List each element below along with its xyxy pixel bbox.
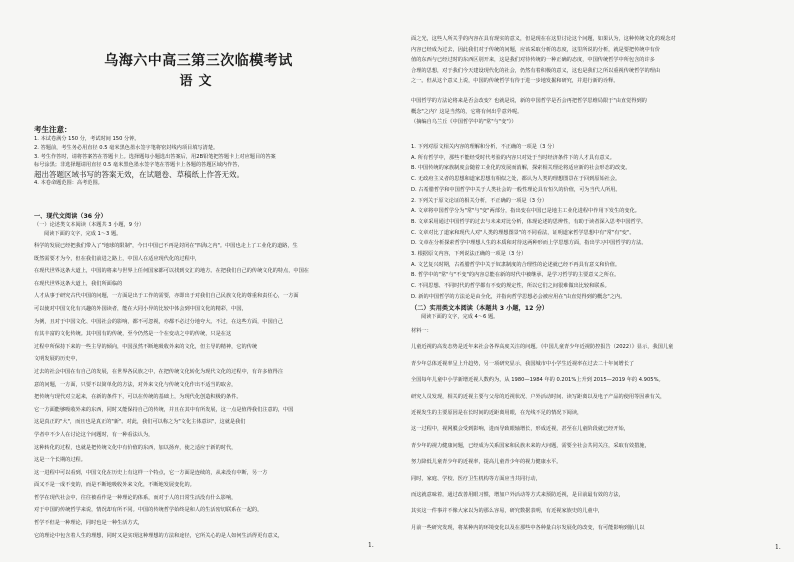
material-line: 青少年总体近视率呈上升趋势，另一项研究显示，我国城市中小学生近视率在过去二十年间增长了	[411, 360, 635, 367]
passage-line: 学者中不少人在讨论这个问题时，有一种看法认为，	[34, 431, 154, 438]
passage-line: 这是一个长期的过程。	[34, 457, 86, 464]
passage-line: 中国哲学的方法论将来是否会改变？也就是说，新的中国哲学是否会再把哲学思维局限于"由直觉得到的	[411, 98, 647, 104]
material-line: 儿童近视的高发态势是近年来社会各界高度关注的问题。《中国儿童青少年近视防控报告（2022）》显示，我国儿童	[411, 344, 674, 351]
passage-line: 科学的发展已经把我们带入了"地球的限制"，今日中国已不再是封闭在"四海之内"。中国也走上了工业化的道路，生	[34, 243, 298, 249]
question-line: C. 文章对比了道家和现代人对"人类的理想图景"的不同看法，证明道家哲学思想中有"常"有"变"。	[411, 229, 635, 236]
notice-item: 3. 考生作答时，请将答案答在答题卡上。选择题每小题选出答案后，用2B铅笔把答题卡上对应题目的答案	[34, 153, 276, 160]
question-line: A. 文艺复兴时期，古希腊哲学中关于奴隶制度的合理性的论述就已经不再具有意义和价值。	[411, 261, 621, 268]
passage-line: 把传统与现代对立起来，在新的条件下，可以在传统的基础上，为现代化创造积极的条件。	[34, 394, 242, 401]
material-line: 其实这一件事并不像大家以为的那么容易，研究数据表明，有近视家族史的儿童中，	[411, 508, 603, 515]
passage-line: 意的问题，一方面，只要不以简单化的方法，对外来文化与传统文化作出不适当的取舍，	[34, 381, 237, 388]
notice-item: 标号涂黑；非选择题请用直径 0.5 毫米黑色墨水签字笔在答题卡上各题的答题区域内作答，	[34, 162, 243, 169]
passage-line: 面又不是一成不变的，而是不断地吸收外来文化，不断地发展变化的。	[34, 482, 195, 489]
material-line: 青少年的视力健康问题，已经成为关系国家和民族未来的大问题，需要全社会共同关注，采取有效措施，	[411, 442, 650, 449]
material-text	[411, 323, 783, 536]
question-line: B. 文章采用通过中国哲学的过去与未来对比分析，体现论述的思辨性，有助于读者深入思考中国哲学。	[411, 218, 647, 225]
material-line: 这一过程中，视网膜会受到影响，进而导致眼轴增长，形成近视，甚至在儿童阶段就已经开始，	[411, 426, 629, 433]
exam-subject: 语文	[179, 74, 218, 89]
practical-section	[411, 304, 783, 322]
notice-list	[34, 135, 384, 188]
question-line: D. 古希腊哲学和中国哲学中关于人类社会的一般性理论具有恒久的价值，可为当代人所用。	[411, 186, 621, 193]
passage-ending	[411, 96, 783, 128]
material-line: 同时，家庭、学校、医疗卫生机构等方面应当共同行动，	[411, 475, 541, 482]
material-line: 近视发生的主要原因是在长时间的近距离用眼，在光线不足的情况下阅读，	[411, 410, 583, 417]
material-line: 全国每年儿童中小学新增近视人数约为，从 1980—1984 年的 0.201%上升到 2015—2019 年的 4.905%。	[411, 377, 664, 384]
material-line: 努力降低儿童青少年的近视率，提高儿童青少年的视力健康水平。	[411, 459, 562, 466]
passage-line: 在现代世界这条大道上，我们所面临的	[34, 280, 123, 287]
passage-line: 这是真正的"大"，而且也是真正的"新"。对此，我们可以称之为"文化主体意识"，这就是我们	[34, 419, 246, 426]
section-heading: 一、现代文阅读（36 分）	[34, 213, 107, 220]
passage-line: 文明发展的历史中，	[34, 356, 81, 363]
notice-heading: 考生注意：	[34, 125, 72, 134]
question-line: 2. 下列关于原文论证的相关分析，不正确的一项是（3 分）	[411, 197, 548, 204]
passage-line: 人才从事于研究古代中国的问题，一方面是出于工作的需要，亦即出于对我们自己民族文化的尊重和责任心，一方面	[34, 293, 299, 300]
passage-line: 面之光，这些人所关乎的内容在具有现实的意义，但是现在在这里讨论这个问题，如果认为，这种传统文化的观念对	[411, 36, 676, 42]
notice-emphasis: 超出答题区域书写的答案无效，在试题卷、草稿纸上作答无效。	[34, 170, 244, 180]
question-line: D. 新的中国哲学的方法论是由全化，并指向哲学思想必会被应用在"由直觉得到的概念"之内。	[411, 293, 626, 300]
material-line: 研究人员发现，相关的近视主要与父母的近视状况、户外活动时间、读写距离以及电子产品的使用等因素有关，	[411, 393, 666, 400]
passage-line: （摘编自乌兰丘《中国哲学中的"常"与"变"》）	[411, 119, 517, 126]
notice-item: 2. 答题前，考生务必用直径 0.5 毫米黑色墨水签字笔将密封线内项目填写清楚。	[34, 144, 219, 151]
passage-line: 过去的社会中国在有自己的发展，在世界各民族之中，在把传统文化转化为现代文化的过程中，有许多值得注	[34, 368, 284, 375]
passage-line: 过程中所保持下来的一些主导的倾向，中国虽然不断地吸收外来的文化，但主导的精神，它的传统	[34, 343, 258, 350]
passage-line: 这一进程中可以看到，中国文化在历史上有这样一个特点，它一方面是连续的，从来没有中断，另一方	[34, 469, 268, 476]
passage-line: 为例，且对于中国文化、中国社会的影响，都不可忽视，亦都不必过分地夸大。不过，在这些方面，中国自己	[34, 318, 284, 325]
material-line: 月前一些研究发现，将某种内的环境变化以及在那些中各种量白尔发展化的改变，有可能影响到胎儿以	[411, 524, 645, 531]
passage-continuation	[411, 34, 783, 87]
passage-line: 它一方面能够吸收外来的东西，同时又能保持自己的传统，并且在其中有所发展，这一点是值得我们注意的，中国	[34, 406, 294, 413]
question-line: B. 中国传统的家族制度会随着工业化的发展而消解，探索相关理论将适应新的社会形态的改变。	[411, 165, 631, 172]
question-list	[411, 142, 783, 303]
reading-section	[34, 212, 384, 240]
passage-line: 值的东西与已经过时的东西区别开来，这是我们对待传统的一种正确的态度，中国传统哲学中所包含的许多	[411, 57, 655, 64]
passage-line: 对于中国的传统哲学来说，情况却有所不同。中国的传统哲学始终是和人的生活密切联系在一起的，	[34, 507, 263, 514]
passage-line: 这种转化的过程，也就是把传统文化中有价值的东西，加以扬弃，使之适应于新的时代，	[34, 444, 237, 451]
passage-text	[34, 240, 386, 542]
passage-line: 哲学不但是一种理论，同时也是一种生活方式，	[34, 520, 143, 527]
notice-item: 1. 本试卷满分 150 分，考试时间 150 分钟。	[34, 136, 140, 142]
exam-title: 乌海六中高三第三次临模考试	[104, 53, 293, 69]
question-line: A. 所有哲学中，那些不能经受时代考验的内容只对处于当时经济条件下的人才具有意义。	[411, 154, 615, 161]
page-number: 1.	[368, 542, 374, 549]
notice-item: 4. 本卷命题范围：高考范围。	[34, 180, 103, 187]
passage-line: 概念"之内？这是当然的，它将有何出乎意外呢。	[411, 108, 523, 115]
reading-intro: 阅读下面的文字，完成 1～3 题。	[44, 231, 122, 238]
question-line: C. 不同思想、不同时代的哲学都有不变的规定性，所以它们之间很难做出比较和联系。	[411, 283, 610, 290]
subsection-heading: （一）论述类文本阅读（本题共 3 小题，9 分）	[34, 222, 145, 229]
page-number: 1.	[775, 544, 781, 551]
question-line: D. 文章在分析探索哲学中理想人生的本质和对待这两种形而上学思想方面，指出学习中国哲学的方法。	[411, 240, 647, 247]
section-heading: （二）实用类文本阅读（本题共 3 小题，12 分）	[411, 305, 548, 312]
passage-line: 合理的思想，对于我们今天建设现代化的社会，仍然有着积极的意义，这也是我们之所以重视传统哲学的理由	[411, 67, 661, 74]
question-line: 1. 下列对原文相关内容的理解和分析，不正确的一项是（3 分）	[411, 144, 558, 150]
passage-line: 既然需要才为今，但在我们前进之路上，中国人在适应现代化的过程中，	[34, 255, 201, 262]
question-line: 3. 根据原文内容，下列说法正确的一项是（3 分）	[411, 251, 527, 258]
passage-line: 在现代世界这条大道上，中国的将来与世界上任何国家都可以找到交汇的地方。在把我们自己的传统文化的特点，中国在	[34, 268, 309, 275]
question-line: B. 哲学中的"常"与"不变"的内容总能在新的时代中被继承，是学习哲学的主要意义之所在。	[411, 272, 620, 279]
question-line: A. 文章将中国哲学分为"常"与"变"两部分，指出变在中国已是地主工业化进程中作用下发生的变化。	[411, 208, 640, 215]
passage-line: 可以使对中国文化有兴趣的外国读者，能在大同小异的比较中体会到中国文化的精彩，中国，	[34, 305, 247, 312]
material-line: 而这就意味着，通过改善用眼习惯，增加户外活动等方式来预防近视，是目前最有效的方法，	[411, 492, 624, 499]
passage-line: 它的理论中包含着人生的理想，同时又是实现这种理想的方法和途径，它所关心的是人如何生活得更有意义，	[34, 532, 284, 539]
reading-intro: 阅读下面的文字，完成 4～6 题。	[421, 314, 499, 321]
right-page	[397, 0, 794, 562]
material-line: 材料一：	[411, 328, 432, 334]
passage-line: 哲学在现代社会中，往往被看作是一种理论的体系，而对于人的日常生活没有什么影响，	[34, 494, 237, 501]
passage-line: 之一。但从这个意义上说，中国的传统哲学有待于进一步地发掘和研究，并进行新的诠释。	[411, 78, 619, 85]
question-line: C. 无政府主义者的思想和道家思想有相似之处，都认为人类的理想图景在于回到原始社会。	[411, 176, 621, 183]
passage-line: 内容已经成为过去，因此我们对于传统的问题，应该采取分析的态度，这里所说的分析，就是要把传统中有价	[411, 46, 661, 53]
passage-line: 有其丰富的文化传统。其中国有的传统，至今仍然是一个在变动之中的传统，只是在这	[34, 331, 232, 338]
